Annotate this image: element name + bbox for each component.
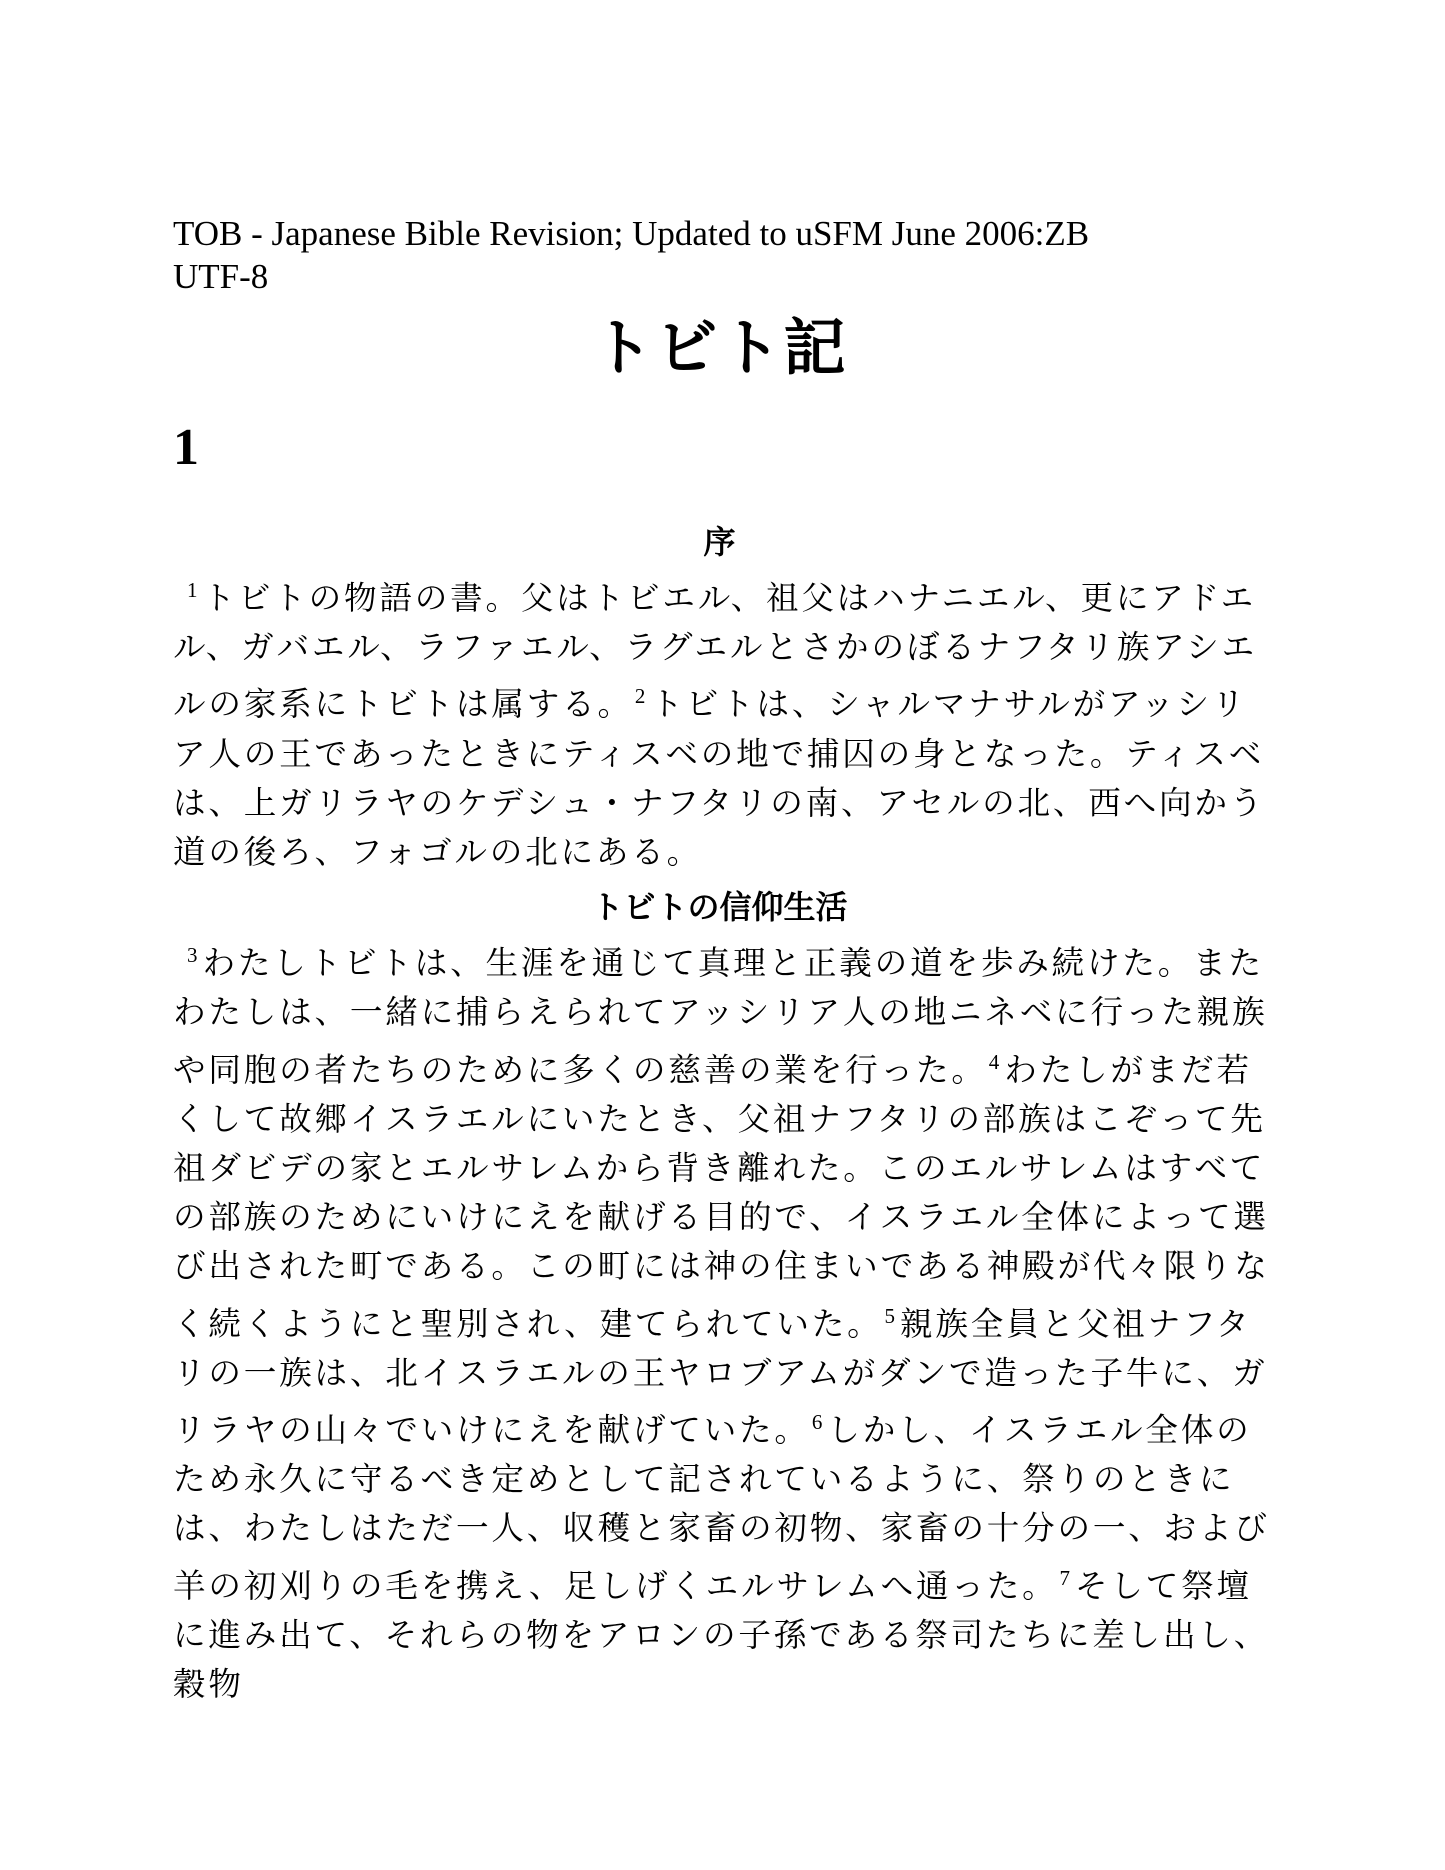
verse-number: 4 (988, 1049, 1000, 1074)
verse-number: 2 (634, 684, 646, 709)
verse-text: しかし、イスラエル全体のため永久に守るべき定めとして記されているように、祭りのときには、わたしはただ一人、収穫と家畜の初物、家畜の十分の一、および羊の初刈りの毛を携え、足しげくエルサレムへ通った。 (173, 1411, 1270, 1605)
document-header (173, 212, 1273, 298)
book-title: トビト記 (591, 311, 848, 384)
verse-text: そして祭壇に進み出て、それらの物をアロンの子孫である祭司たちに差し出し、穀物 (173, 1566, 1270, 1704)
verse-number: 1 (187, 578, 198, 602)
chapter-number: 1 (173, 419, 199, 476)
verse-number: 3 (187, 943, 198, 968)
verse-text: トビトの物語の書。父はトビエル、祖父はハナニエル、更にアドエル、ガバエル、ラファエル、ラグエルとさかのぼるナフタリ族アシエルの家系にトビトは属する。 (173, 579, 1258, 724)
verse-text: トビトは、シャルマナサルがアッシリア人の王であったときにティスベの地で捕囚の身となった。ティスベは、上ガリラヤのケデシュ・ナフタリの南、アセルの北、西へ向かう道の後ろ、フォゴルの北にある。 (173, 685, 1266, 872)
section-heading: トビトの信仰生活 (591, 888, 848, 927)
header-line-1: TOB - Japanese Bible Revision; Updated to uSFM June 2006:ZB (173, 214, 1090, 253)
header-line-2: UTF-8 (173, 257, 269, 296)
section-heading: 序 (703, 523, 736, 561)
page-content (173, 212, 1273, 1709)
paragraph (173, 566, 1278, 877)
verse-number: 5 (884, 1303, 896, 1328)
paragraph (173, 931, 1278, 1709)
verse-text: わたしがまだ若くして故郷イスラエルにいたとき、父祖ナフタリの部族はこぞって先祖ダビデの家とエルサレムから背き離れた。このエルサレムはすべての部族のためにいけにえを献げる目的で、イスラエル全体によって選び出された町である。この町には神の住まいである神殿が代々限りなく続くようにと聖別され、建てられていた。 (173, 1050, 1270, 1343)
verse-number: 6 (811, 1410, 823, 1435)
verse-number: 7 (1059, 1565, 1070, 1590)
verse-text: わたしトビトは、生涯を通じて真理と正義の道を歩み続けた。またわたしは、一緒に捕らえられてアッシリア人の地ニネベに行った親族や同胞の者たちのために多くの慈善の業を行った。 (173, 944, 1268, 1089)
verse-text: 親族全員と父祖ナフタリの一族は、北イスラエルの王ヤロブアムがダンで造った子牛に、ガリラヤの山々でいけにえを献げていた。 (173, 1304, 1268, 1450)
